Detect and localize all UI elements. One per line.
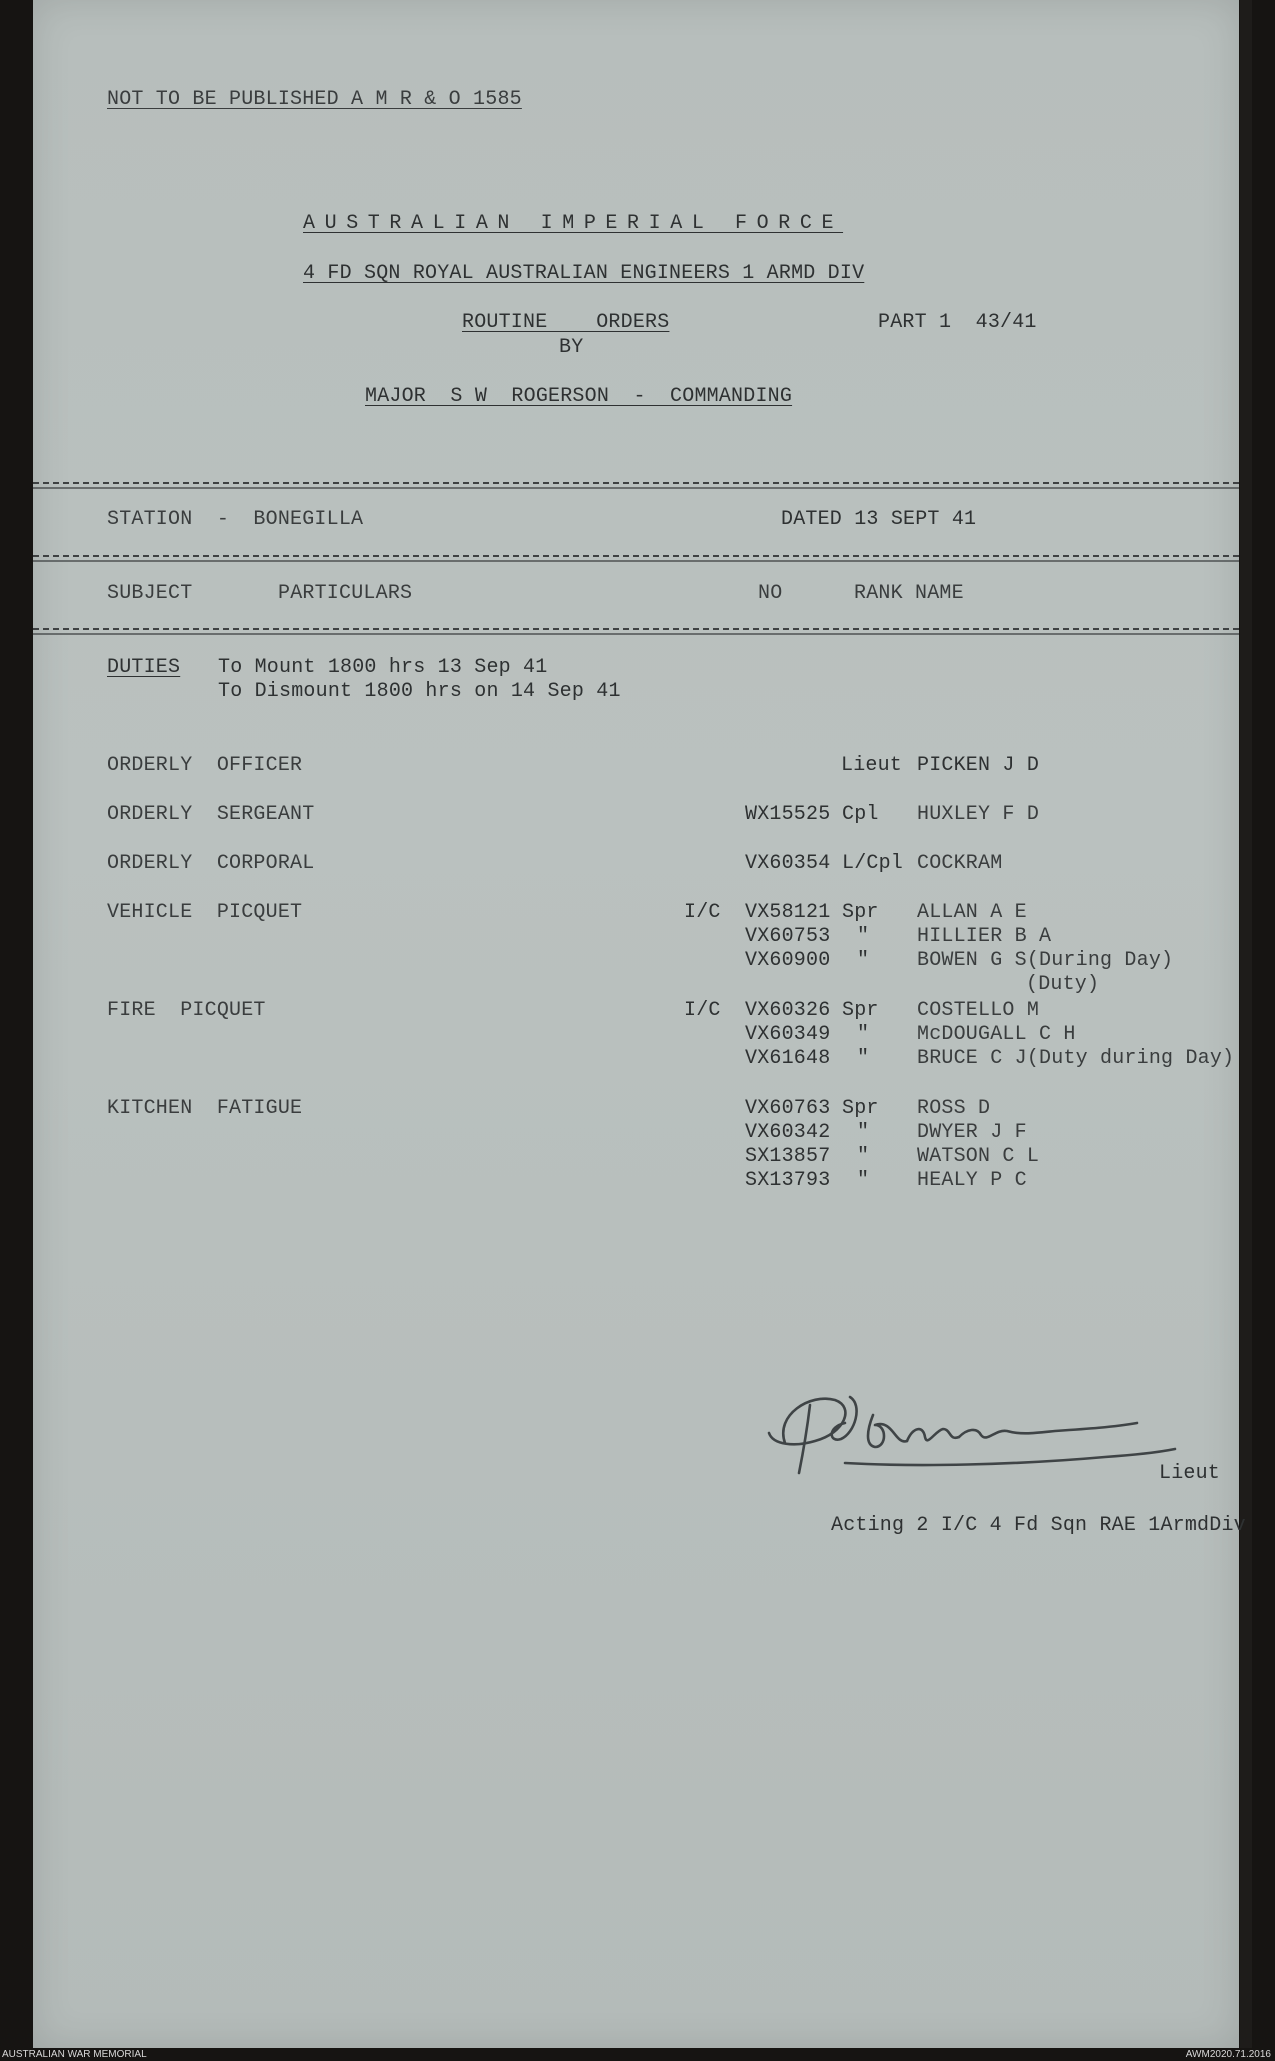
commander-line: MAJOR S W ROGERSON - COMMANDING bbox=[365, 385, 793, 408]
list-item-no: VX60763 bbox=[745, 1097, 831, 1120]
unit-title: 4 FD SQN ROYAL AUSTRALIAN ENGINEERS 1 ARMD DIV bbox=[303, 262, 865, 285]
duties-label: DUTIES bbox=[107, 656, 181, 679]
handwritten-signature bbox=[755, 1375, 1195, 1495]
routine-orders-title: ROUTINE ORDERS bbox=[462, 311, 670, 334]
orderly-sergeant-rank: Cpl bbox=[842, 803, 879, 826]
signature-rank: Lieut bbox=[1159, 1462, 1221, 1485]
separator-line bbox=[33, 555, 1239, 557]
dated-label: DATED 13 SEPT 41 bbox=[781, 508, 977, 531]
separator-line bbox=[33, 487, 1239, 489]
fire-picquet-role: FIRE PICQUET bbox=[107, 999, 266, 1022]
kitchen-fatigue-role: KITCHEN FATIGUE bbox=[107, 1097, 303, 1120]
separator-line bbox=[33, 628, 1239, 630]
list-item-no: VX58121 bbox=[745, 901, 831, 924]
orderly-corporal-role: ORDERLY CORPORAL bbox=[107, 852, 315, 875]
list-item-no: SX13793 bbox=[745, 1169, 831, 1192]
archive-credit: AUSTRALIAN WAR MEMORIAL bbox=[2, 2049, 147, 2060]
orderly-corporal-name: COCKRAM bbox=[917, 852, 1003, 875]
list-item-no: VX60326 bbox=[745, 999, 831, 1022]
list-item-rank: Spr bbox=[842, 901, 879, 924]
list-item-rank: " bbox=[857, 949, 870, 972]
orderly-corporal-rank: L/Cpl bbox=[842, 852, 904, 875]
column-no: NO bbox=[758, 582, 783, 605]
list-item-name: WATSON C L bbox=[917, 1145, 1040, 1168]
fire-picquet-ic: I/C bbox=[684, 999, 721, 1022]
list-item-name: BOWEN G S(During Day) bbox=[917, 949, 1174, 972]
list-item-name: McDOUGALL C H bbox=[917, 1023, 1076, 1046]
list-item-rank: Spr bbox=[842, 1097, 879, 1120]
by-label: BY bbox=[559, 336, 584, 359]
separator-line bbox=[33, 560, 1239, 562]
signature-appointment: Acting 2 I/C 4 Fd Sqn RAE 1ArmdDiv bbox=[831, 1514, 1246, 1537]
orderly-corporal-no: VX60354 bbox=[745, 852, 831, 875]
list-item-name: DWYER J F bbox=[917, 1121, 1027, 1144]
dismount-time: To Dismount 1800 hrs on 14 Sep 41 bbox=[218, 680, 621, 703]
archive-reference: AWM2020.71.2016 bbox=[1185, 2049, 1271, 2060]
mount-time: To Mount 1800 hrs 13 Sep 41 bbox=[218, 656, 548, 679]
vehicle-picquet-ic: I/C bbox=[684, 901, 721, 924]
separator-line bbox=[33, 633, 1239, 635]
list-item-name: HEALY P C bbox=[917, 1169, 1027, 1192]
force-title: AUSTRALIAN IMPERIAL FORCE bbox=[303, 212, 844, 235]
orderly-sergeant-no: WX15525 bbox=[745, 803, 831, 826]
list-item-rank: " bbox=[857, 1169, 870, 1192]
station-label: STATION - BONEGILLA bbox=[107, 508, 364, 531]
column-rank-name: RANK NAME bbox=[854, 582, 964, 605]
list-item-name: ROSS D bbox=[917, 1097, 991, 1120]
list-item-rank: Spr bbox=[842, 999, 879, 1022]
list-item-name: HILLIER B A bbox=[917, 925, 1052, 948]
column-particulars: PARTICULARS bbox=[278, 582, 413, 605]
orderly-officer-rank: Lieut bbox=[841, 754, 903, 777]
list-item-rank: " bbox=[857, 1121, 870, 1144]
orderly-officer-name: PICKEN J D bbox=[917, 754, 1040, 777]
list-item-rank: " bbox=[857, 1023, 870, 1046]
restriction-notice: NOT TO BE PUBLISHED A M R & O 1585 bbox=[107, 88, 522, 111]
column-subject: SUBJECT bbox=[107, 582, 193, 605]
page-edge-shadow bbox=[1240, 0, 1252, 2048]
vehicle-picquet-note: (Duty) bbox=[1026, 973, 1100, 996]
list-item-no: SX13857 bbox=[745, 1145, 831, 1168]
orderly-sergeant-name: HUXLEY F D bbox=[917, 803, 1040, 826]
orderly-officer-role: ORDERLY OFFICER bbox=[107, 754, 303, 777]
list-item-name: ALLAN A E bbox=[917, 901, 1027, 924]
list-item-rank: " bbox=[857, 1145, 870, 1168]
list-item-rank: " bbox=[857, 1047, 870, 1070]
list-item-no: VX61648 bbox=[745, 1047, 831, 1070]
list-item-name: COSTELLO M bbox=[917, 999, 1040, 1022]
list-item-name: BRUCE C J(Duty during Day) bbox=[917, 1047, 1235, 1070]
list-item-no: VX60342 bbox=[745, 1121, 831, 1144]
orderly-sergeant-role: ORDERLY SERGEANT bbox=[107, 803, 315, 826]
vehicle-picquet-role: VEHICLE PICQUET bbox=[107, 901, 303, 924]
part-number: PART 1 43/41 bbox=[878, 311, 1037, 334]
list-item-no: VX60349 bbox=[745, 1023, 831, 1046]
list-item-rank: " bbox=[857, 925, 870, 948]
separator-line bbox=[33, 482, 1239, 484]
list-item-no: VX60753 bbox=[745, 925, 831, 948]
list-item-no: VX60900 bbox=[745, 949, 831, 972]
